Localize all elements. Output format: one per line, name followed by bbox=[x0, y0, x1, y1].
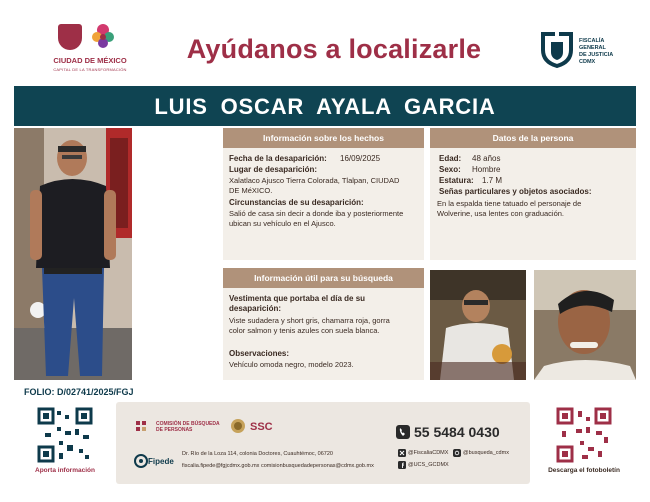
fipede-label: Fipede bbox=[148, 457, 174, 466]
senas-line-1: En la espalda tiene tatuado el personaje de bbox=[437, 199, 582, 208]
datos-header: Datos de la persona bbox=[430, 128, 636, 148]
person-photo-main bbox=[14, 128, 132, 380]
descarga-qr-code-icon[interactable] bbox=[556, 407, 612, 463]
hechos-panel bbox=[223, 148, 424, 260]
sexo-value: Hombre bbox=[472, 165, 501, 174]
person-closeup-image bbox=[534, 270, 636, 380]
person-full-body-image bbox=[14, 128, 132, 380]
facebook-icon[interactable] bbox=[398, 461, 406, 469]
cdmx-flower-icon bbox=[90, 22, 116, 52]
fipede-logo-icon bbox=[134, 454, 148, 468]
cdmx-logo bbox=[48, 22, 132, 82]
ssc-label: SSC bbox=[250, 421, 273, 433]
cdmx-subtitle: CAPITAL DE LA TRANSFORMACIÓN bbox=[53, 67, 127, 72]
ssc-badge-icon bbox=[230, 418, 246, 434]
fgj-text-2: GENERAL bbox=[579, 45, 606, 51]
observaciones-line-1: Vehículo omoda negro, modelo 2023. bbox=[229, 360, 354, 369]
estatura-value: 1.7 M bbox=[482, 176, 503, 185]
edad-label: Edad: bbox=[439, 154, 462, 163]
datos-panel bbox=[430, 148, 636, 260]
person-photo-2 bbox=[430, 270, 526, 380]
comision-line-1: COMISIÓN DE BÚSQUEDA bbox=[156, 421, 220, 427]
comision-logo-icon bbox=[136, 421, 152, 433]
descarga-caption: Descarga el fotoboletín bbox=[548, 467, 620, 474]
vestimenta-line-2: color salmon y tenis azules con suela blanca. bbox=[229, 326, 380, 335]
vestimenta-label-1: Vestimenta que portaba el día de su bbox=[229, 294, 366, 303]
vestimenta-label-2: desaparición: bbox=[229, 304, 282, 313]
cdmx-shield-icon bbox=[58, 24, 82, 50]
person-photo-3 bbox=[534, 270, 636, 380]
lugar-label: Lugar de desaparición: bbox=[229, 165, 318, 174]
comision-line-2: DE PERSONAS bbox=[156, 427, 193, 433]
circunstancias-label: Circunstancias de su desaparición: bbox=[229, 198, 364, 207]
estatura-label: Estatura: bbox=[439, 176, 474, 185]
fgj-text-4: CDMX bbox=[579, 59, 596, 65]
footer-contact-box bbox=[116, 402, 530, 484]
aporta-qr-code-icon[interactable] bbox=[37, 407, 93, 463]
social-ucs[interactable]: @UCS_GCDMX bbox=[408, 462, 449, 468]
person-seated-image bbox=[430, 270, 526, 380]
fgj-logo bbox=[539, 28, 639, 72]
fecha-label: Fecha de la desaparición: bbox=[229, 154, 327, 163]
phone-number[interactable]: 55 5484 0430 bbox=[414, 424, 500, 440]
emails-text: fiscalia.fipede@fgjcdmx.gob.mx comisionbusquedadepersonas@cdmx.gob.mx bbox=[182, 463, 374, 469]
fgj-text-1: FISCALÍA bbox=[579, 38, 605, 44]
fgj-text-3: DE JUSTICIA bbox=[579, 52, 614, 58]
instagram-icon[interactable] bbox=[453, 449, 461, 457]
sexo-label: Sexo: bbox=[439, 165, 461, 174]
edad-value: 48 años bbox=[472, 154, 501, 163]
phone-icon bbox=[396, 425, 410, 439]
senas-line-2: Wolverine, usa lentes con graduación. bbox=[437, 209, 565, 218]
observaciones-label: Observaciones: bbox=[229, 349, 290, 358]
lugar-line-2: DE MéXICO. bbox=[229, 186, 273, 195]
lugar-line-1: Xalatlaco Ajusco Tierra Colorada, Tlalpan, CIUDAD bbox=[229, 176, 400, 185]
folio-number: FOLIO: D/02741/2025/FGJ bbox=[24, 387, 134, 397]
util-panel bbox=[223, 288, 424, 380]
circunstancias-line-2: ubican su vehículo en el Ajusco. bbox=[229, 219, 336, 228]
circunstancias-line-1: Salió de casa sin decir a donde iba y posteriormente bbox=[229, 209, 404, 218]
name-bar bbox=[14, 86, 636, 126]
cdmx-name: CIUDAD DE MÉXICO bbox=[53, 56, 127, 65]
fecha-value: 16/09/2025 bbox=[340, 154, 381, 163]
social-busqueda[interactable]: @busqueda_cdmx bbox=[463, 450, 509, 456]
person-name: LUIS OSCAR AYALA GARCIA bbox=[154, 94, 496, 119]
aporta-caption: Aporta información bbox=[35, 467, 95, 474]
poster-header bbox=[14, 8, 636, 86]
util-header: Información útil para su búsqueda bbox=[223, 268, 424, 288]
x-twitter-icon[interactable] bbox=[398, 449, 406, 457]
vestimenta-line-1: Viste sudadera y short gris, chamarra roja, gorra bbox=[229, 316, 390, 325]
address-text: Dr. Río de la Loza 114, colonia Doctores, Cuauhtémoc, 06720 bbox=[182, 451, 333, 457]
fgj-emblem-icon bbox=[539, 28, 575, 68]
senas-label: Señas particulares y objetos asociados: bbox=[439, 187, 592, 196]
social-fiscalia[interactable]: @FiscaliaCDMX bbox=[408, 450, 449, 456]
hechos-header: Información sobre los hechos bbox=[223, 128, 424, 148]
poster-title: Ayúdanos a localizarle bbox=[186, 34, 482, 64]
